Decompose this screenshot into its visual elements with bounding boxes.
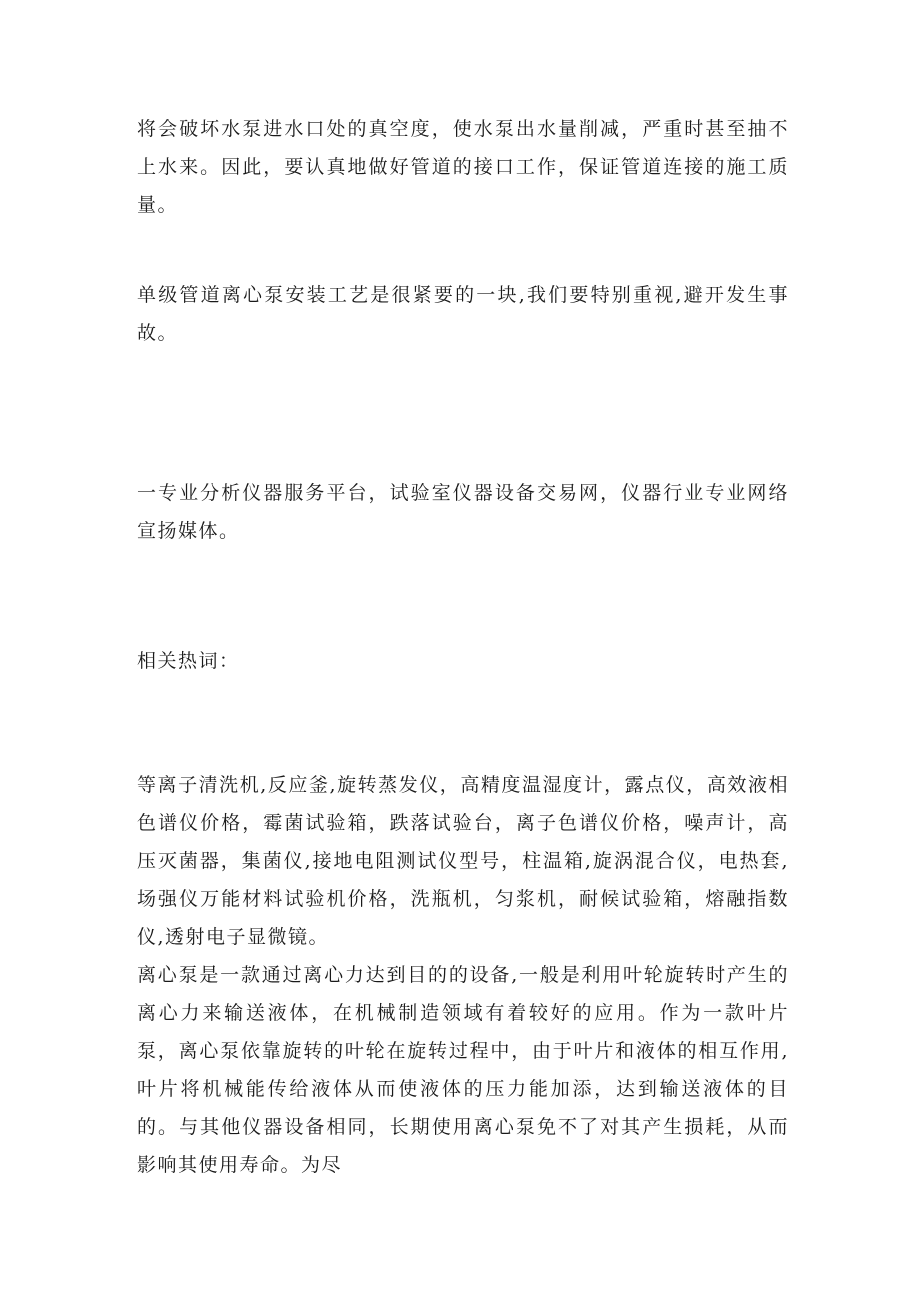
paragraph-platform-intro: 一专业分析仪器服务平台，试验室仪器设备交易网，仪器行业专业网络宣扬媒体。	[137, 482, 789, 542]
paragraph-centrifugal-pump: 离心泵是一款通过离心力达到目的的设备,一般是利用叶轮旋转时产生的离心力来输送液体，在机械制造领域有着较好的应用。作为一款叶片泵，离心泵依靠旋转的叶轮在旋转过程中，由于叶片和液体的相互作用,叶片将机械能传给液体从而使液体的压力能加添，达到输送液体的目的。与其他仪器设备相同，长期使用离心泵免不了对其产生损耗，从而影响其使用寿命。为尽	[137, 964, 789, 1176]
paragraph-vacuum-warning: 将会破坏水泵进水口处的真空度，使水泵出水量削减，严重时甚至抽不上水来。因此，要认真地做好管道的接口工作，保证管道连接的施工质量。	[137, 118, 789, 216]
related-keywords-list: 等离子清洗机,反应釜,旋转蒸发仪，高精度温湿度计，露点仪，高效液相色谱仪价格，霉菌试验箱，跌落试验台，离子色谱仪价格，噪声计，高压灭菌器，集菌仪,接地电阻测试仪型号，柱温箱,旋涡混合仪，电热套,场强仪万能材料试验机价格，洗瓶机，匀浆机，耐候试验箱，熔融指数仪,透射电子显微镜。	[137, 774, 789, 948]
related-keywords-heading: 相关热词：	[137, 650, 240, 672]
paragraph-installation-note: 单级管道离心泵安装工艺是很紧要的一块,我们要特别重视,避开发生事故。	[137, 284, 789, 344]
